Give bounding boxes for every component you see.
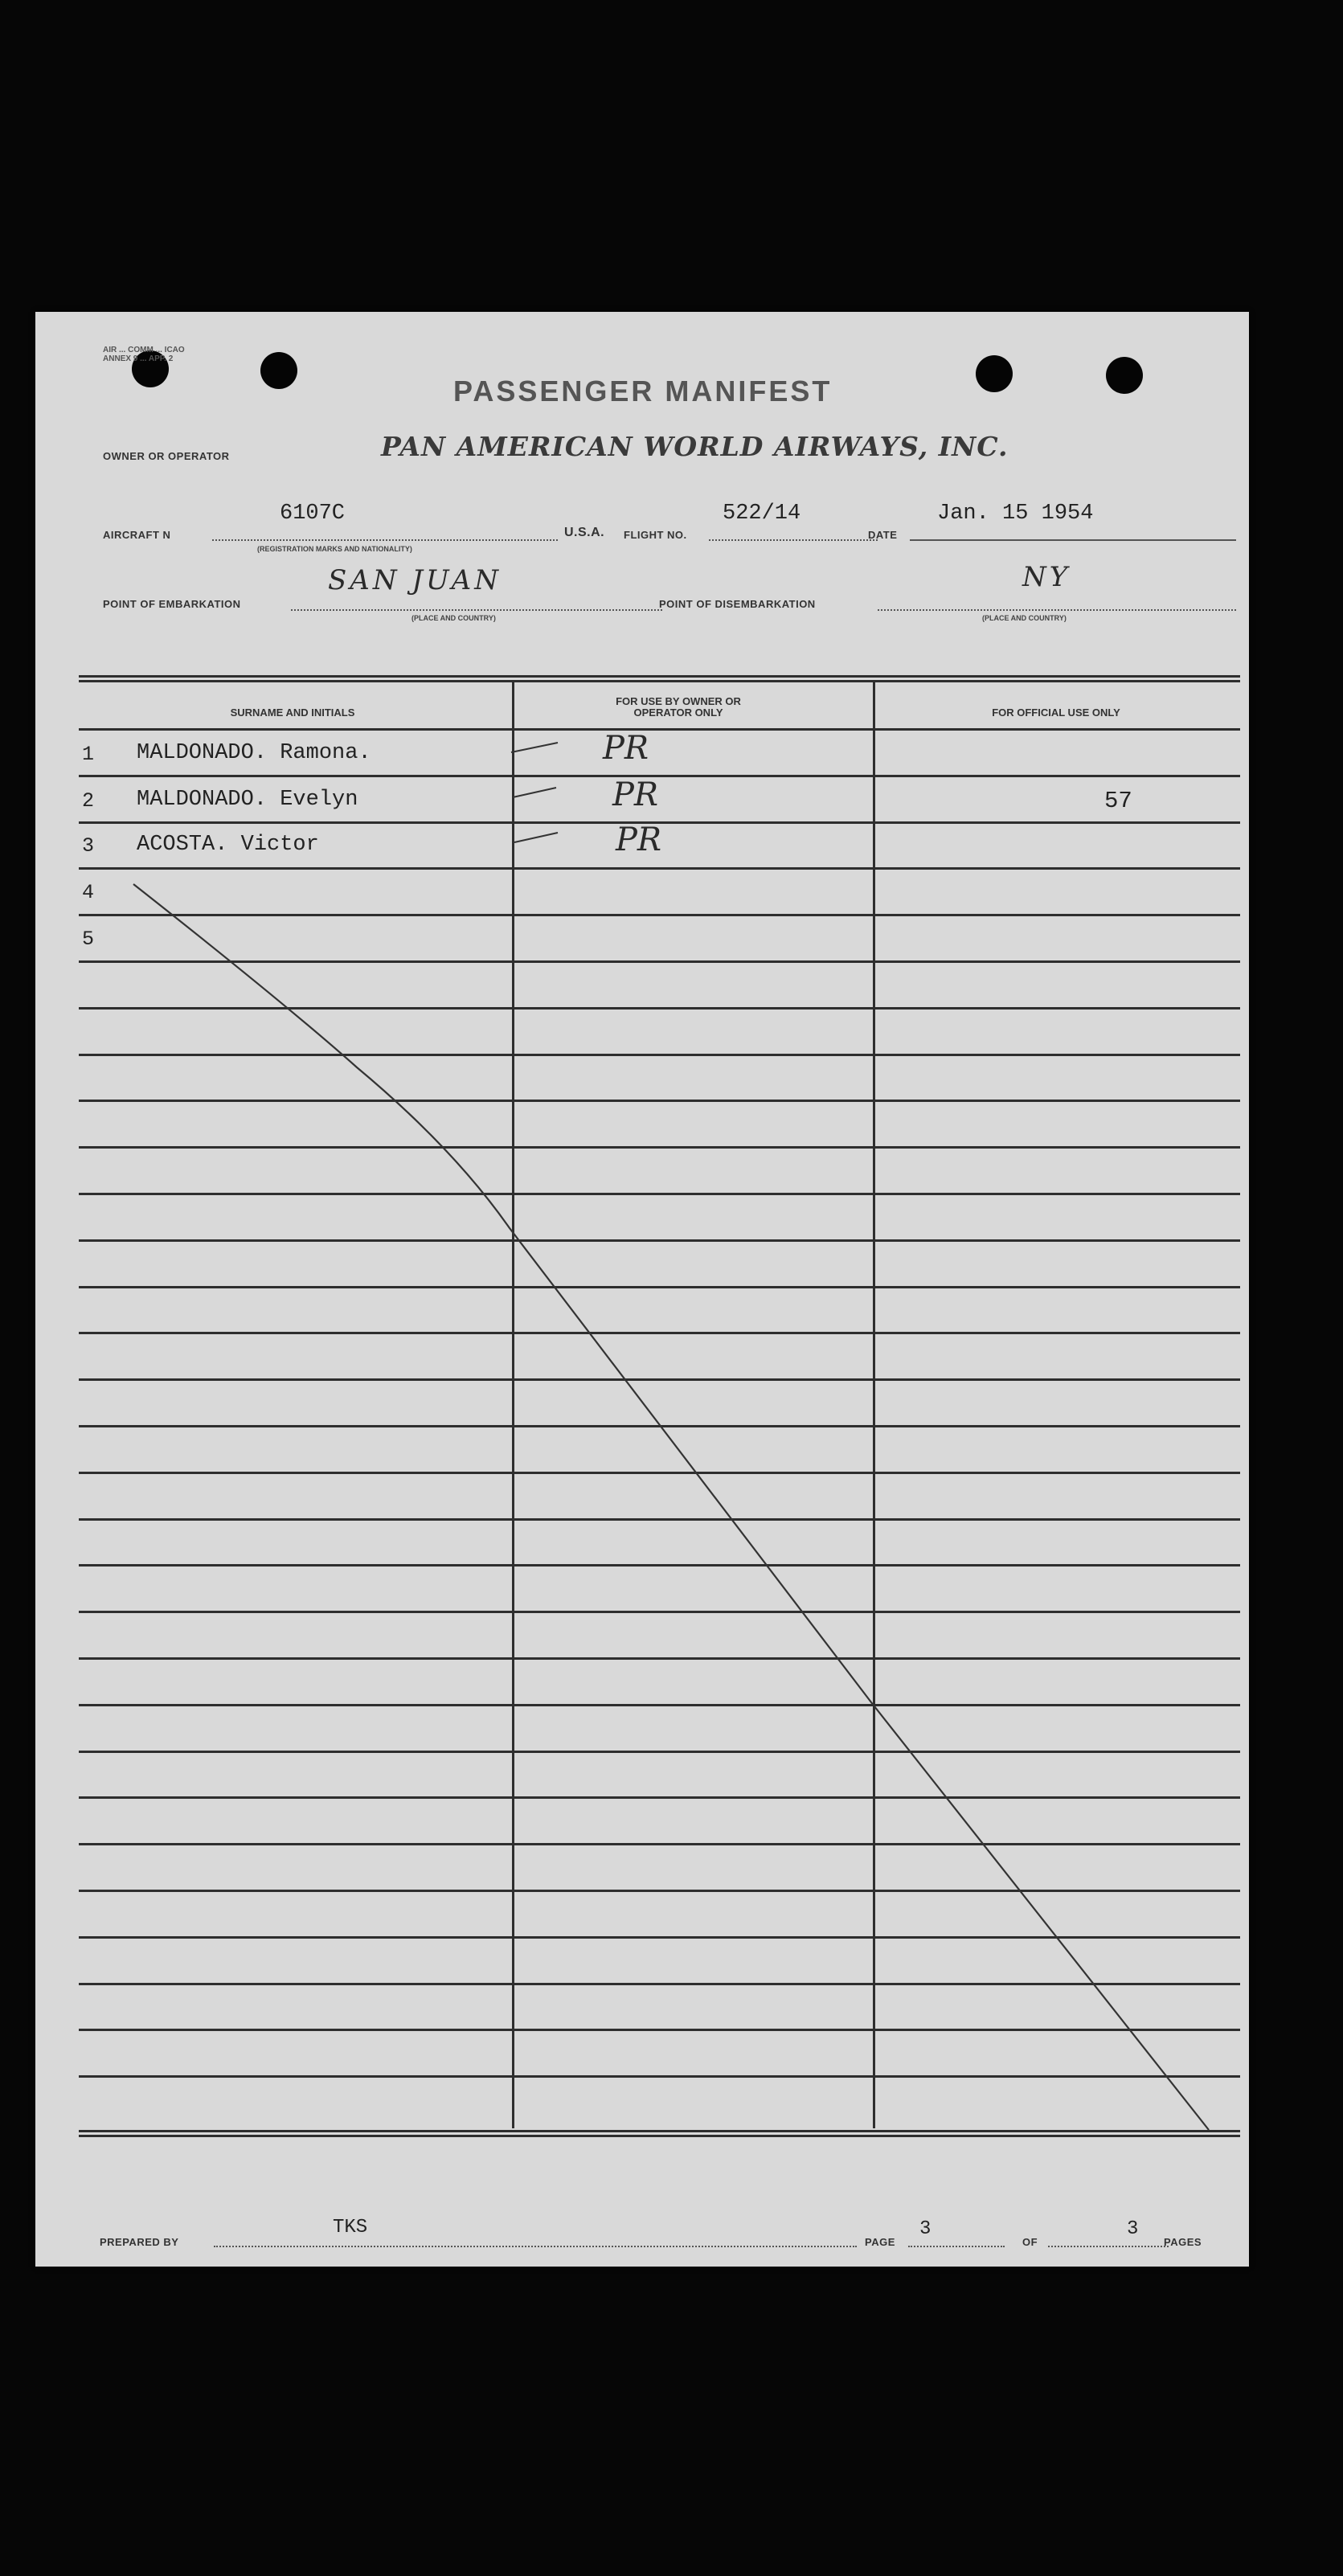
tick-mark [513,788,556,797]
prepared-by-value: TKS [333,2217,368,2238]
date-label: DATE [868,529,898,541]
pen-marks [35,312,1249,2267]
page-title: PASSENGER MANIFEST [453,375,833,407]
disembarkation-label: POINT OF DISEMBARKATION [659,598,816,610]
owner-entry: PR [616,821,662,858]
manifest-page [35,312,1249,2267]
of-dotline [1048,2246,1169,2247]
owner-label: OWNER OR OPERATOR [103,450,230,462]
disembarkation-place-note: (PLACE AND COUNTRY) [982,614,1067,622]
aircraft-value: 6107C [280,502,346,526]
embarkation-value: SAN JUAN [328,564,502,596]
header-owner-use: FOR USE BY OWNER OR OPERATOR ONLY [616,695,741,719]
disembarkation-value: NY [1022,561,1071,593]
of-label: OF [1022,2236,1038,2248]
row-number: 3 [82,834,95,858]
form-reference: AIR ... COMM ... ICAO ANNEX 9 ... APP. 2 [103,346,185,363]
row-number: 1 [82,743,95,766]
page-dotline [908,2246,1005,2247]
table-bottom-rule [79,2130,1240,2132]
prepared-by-label: PREPARED BY [100,2236,179,2248]
prepared-by-dotline [214,2246,857,2247]
page-total: 3 [1127,2218,1139,2240]
row-number: 2 [82,789,95,813]
embarkation-label: POINT OF EMBARKATION [103,598,241,610]
registration-note: (REGISTRATION MARKS AND NATIONALITY) [257,545,412,553]
embarkation-place-note: (PLACE AND COUNTRY) [411,614,496,622]
date-value: Jan. 15 1954 [937,502,1094,526]
row-number: 5 [82,928,95,951]
pages-label: PAGES [1164,2236,1202,2248]
owner-entry: PR [612,776,659,813]
passenger-name: MALDONADO. Evelyn [137,788,358,812]
strike-line [133,884,1209,2130]
row-number: 4 [82,881,95,904]
flight-no-label: FLIGHT NO. [624,529,687,541]
passenger-name: ACOSTA. Victor [137,833,319,857]
flight-no-value: 522/14 [723,502,801,526]
table-bottom-rule [79,2135,1240,2137]
aircraft-label: AIRCRAFT N [103,529,171,541]
passenger-name: MALDONADO. Ramona. [137,741,371,765]
header-official-use: FOR OFFICIAL USE ONLY [992,706,1120,719]
airline-name: PAN AMERICAN WORLD AIRWAYS, INC. [381,431,1009,462]
page-label: PAGE [865,2236,895,2248]
tick-mark [511,743,558,752]
page-number: 3 [919,2218,932,2240]
usa-label: U.S.A. [564,526,605,539]
tick-mark [514,833,558,842]
owner-entry: PR [603,730,649,767]
official-entry: 57 [1104,788,1132,814]
header-surname: SURNAME AND INITIALS [230,706,355,719]
